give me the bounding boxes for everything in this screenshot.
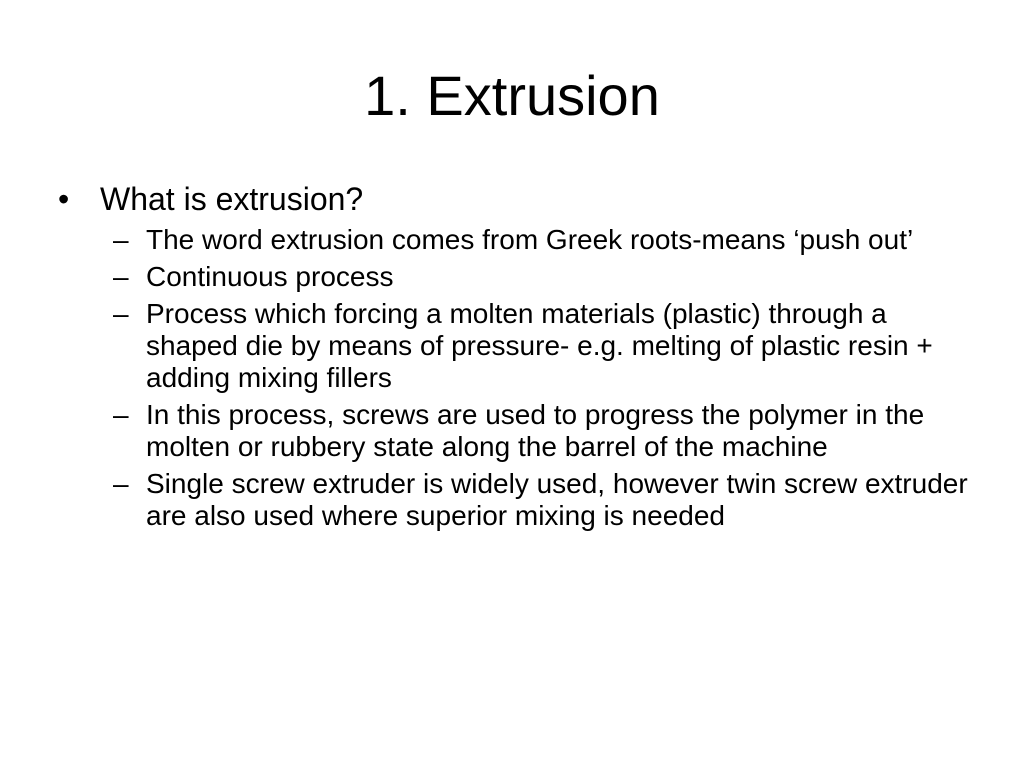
sub-bullet-text: In this process, screws are used to progress the polymer in the molten or rubbery state along the barrel of the machine [146,399,925,462]
sub-bullet-item [58,261,978,293]
sub-bullet-text: Process which forcing a molten materials (plastic) through a shaped die by means of pressure- e.g. melting of plastic resin + adding mixing fillers [146,298,933,393]
dash-marker: – [113,298,129,329]
sub-bullet-item [58,399,978,463]
dash-marker: – [113,468,129,499]
bullet-marker: • [58,181,70,217]
bullet-text: What is extrusion? [100,181,364,217]
sub-bullet-text: The word extrusion comes from Greek roots-means ‘push out’ [146,224,914,255]
dash-marker: – [113,399,129,430]
slide-title: 1. Extrusion [364,64,660,127]
sub-bullet-item [58,468,978,532]
bullet-item [58,178,978,220]
sub-bullet-list [58,224,978,532]
sub-bullet-item [58,224,978,256]
dash-marker: – [113,261,129,292]
sub-bullet-item [58,298,978,394]
slide-body [58,178,978,537]
sub-bullet-text: Continuous process [146,261,394,292]
sub-bullet-text: Single screw extruder is widely used, however twin screw extruder are also used where superior mixing is needed [146,468,968,531]
dash-marker: – [113,224,129,255]
